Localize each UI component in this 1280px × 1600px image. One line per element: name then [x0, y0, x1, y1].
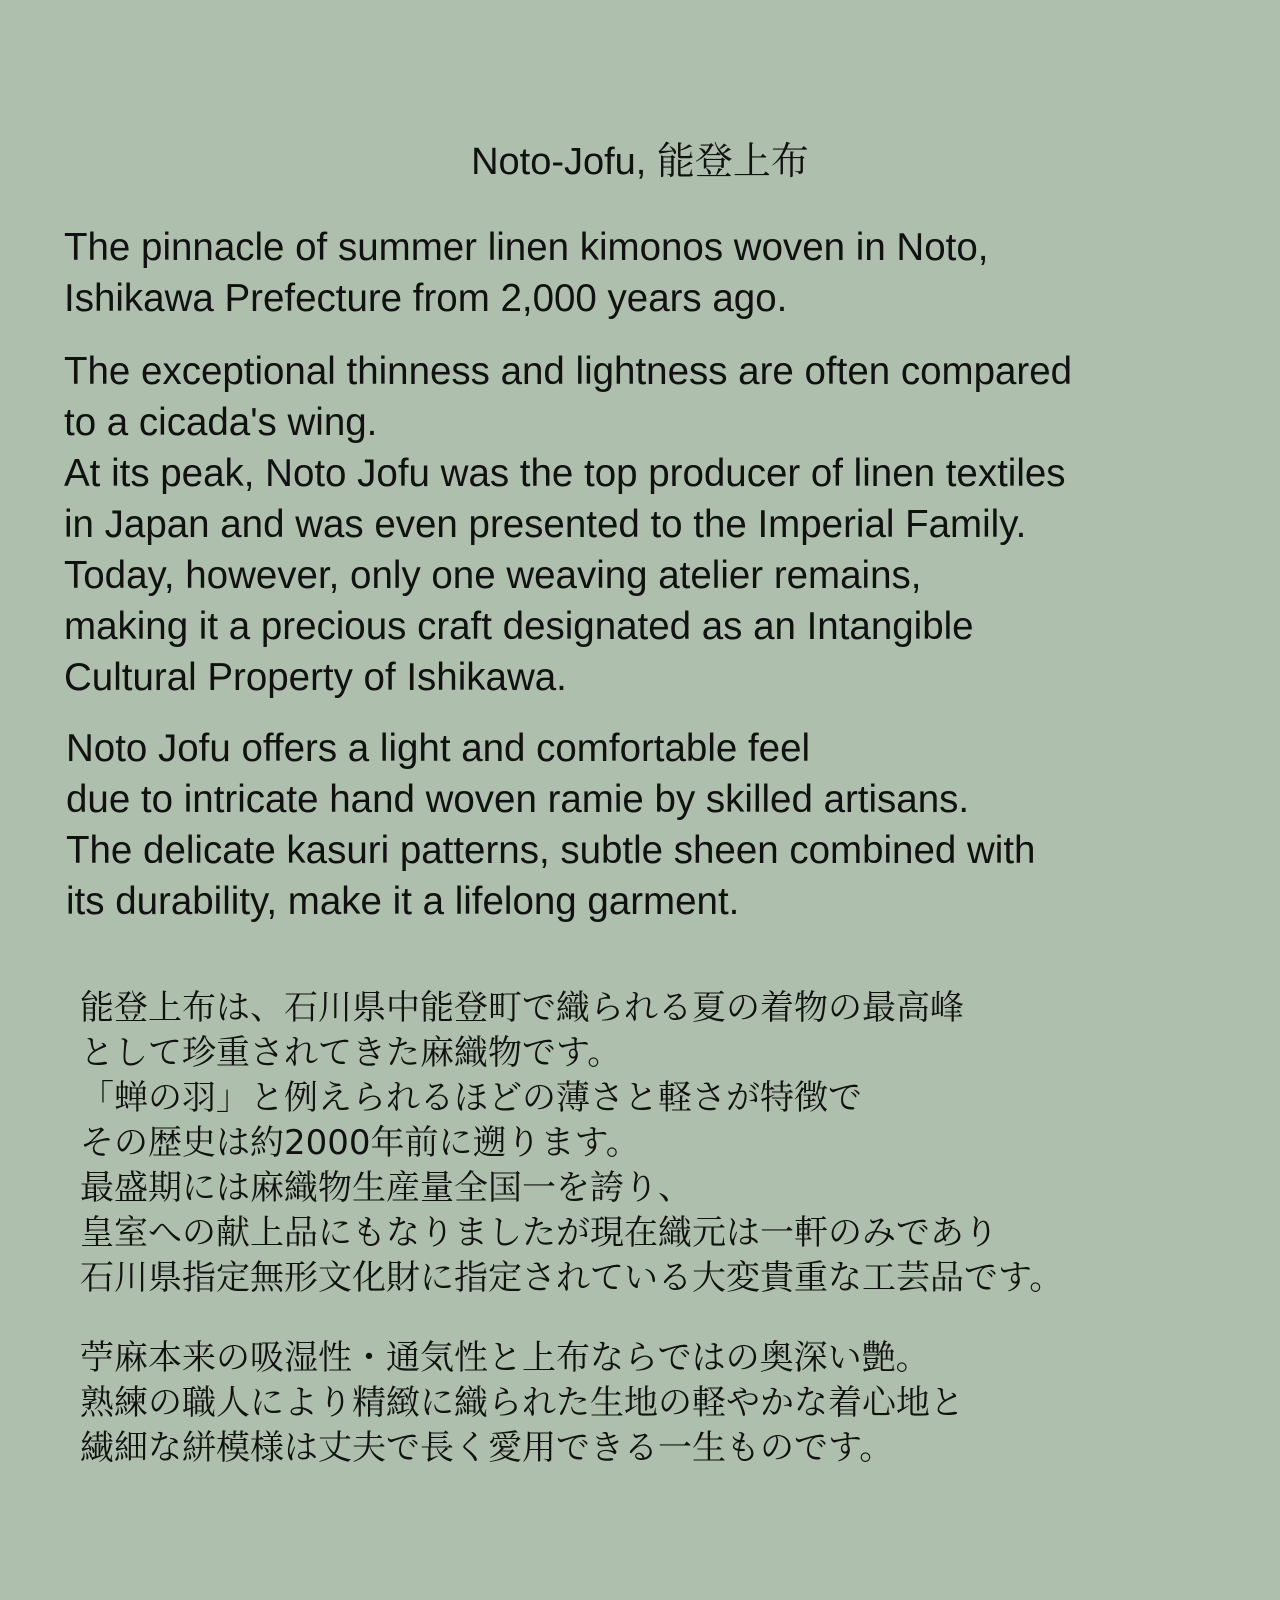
text-line: Noto Jofu offers a light and comfortable feel [66, 727, 811, 770]
japanese-paragraph-history [80, 986, 1063, 1301]
text-line: 「蝉の羽」と例えられるほどの薄さと軽さが特徴で [80, 1078, 862, 1118]
english-paragraph-intro [64, 222, 988, 324]
text-line: At its peak, Noto Jofu was the top producer of linen textiles [64, 452, 1066, 495]
text-line: として珍重されてきた麻織物です。 [80, 1033, 622, 1073]
text-line: 能登上布は、石川県中能登町で織られる夏の着物の最高峰 [80, 988, 964, 1028]
text-line: Cultural Property of Ishikawa. [64, 656, 567, 699]
text-line: 苧麻本来の吸湿性・通気性と上布ならではの奥深い艶。 [80, 1338, 930, 1378]
text-line: in Japan and was even presented to the Imperial Family. [64, 503, 1027, 546]
text-line: 熟練の職人により精緻に織られた生地の軽やかな着心地と [80, 1383, 964, 1423]
text-line: 皇室への献上品にもなりましたが現在織元は一軒のみであり [80, 1213, 998, 1253]
text-line: Ishikawa Prefecture from 2,000 years ago. [64, 277, 788, 320]
english-paragraph-history [64, 346, 1072, 703]
text-line: 繊細な絣模様は丈夫で長く愛用できる一生ものです。 [80, 1428, 894, 1468]
text-line: その歴史は約2000年前に遡ります。 [80, 1123, 640, 1163]
japanese-paragraph-features [80, 1336, 964, 1471]
page-title: Noto-Jofu, 能登上布 [471, 141, 809, 183]
text-line: Today, however, only one weaving atelier remains, [64, 554, 922, 597]
text-line: The pinnacle of summer linen kimonos woven in Noto, [64, 226, 989, 269]
text-line: The exceptional thinness and lightness are often compared [64, 350, 1073, 393]
text-line: its durability, make it a lifelong garment. [66, 880, 740, 923]
text-line: The delicate kasuri patterns, subtle sheen combined with [66, 829, 1036, 872]
text-line: 最盛期には麻織物生産量全国一を誇り、 [80, 1168, 692, 1208]
text-line: due to intricate hand woven ramie by skilled artisans. [66, 778, 970, 821]
text-line: to a cicada's wing. [64, 401, 378, 444]
text-line: 石川県指定無形文化財に指定されている大変貴重な工芸品です。 [80, 1258, 1064, 1298]
english-paragraph-features [66, 723, 1035, 927]
text-line: making it a precious craft designated as an Intangible [64, 605, 974, 648]
